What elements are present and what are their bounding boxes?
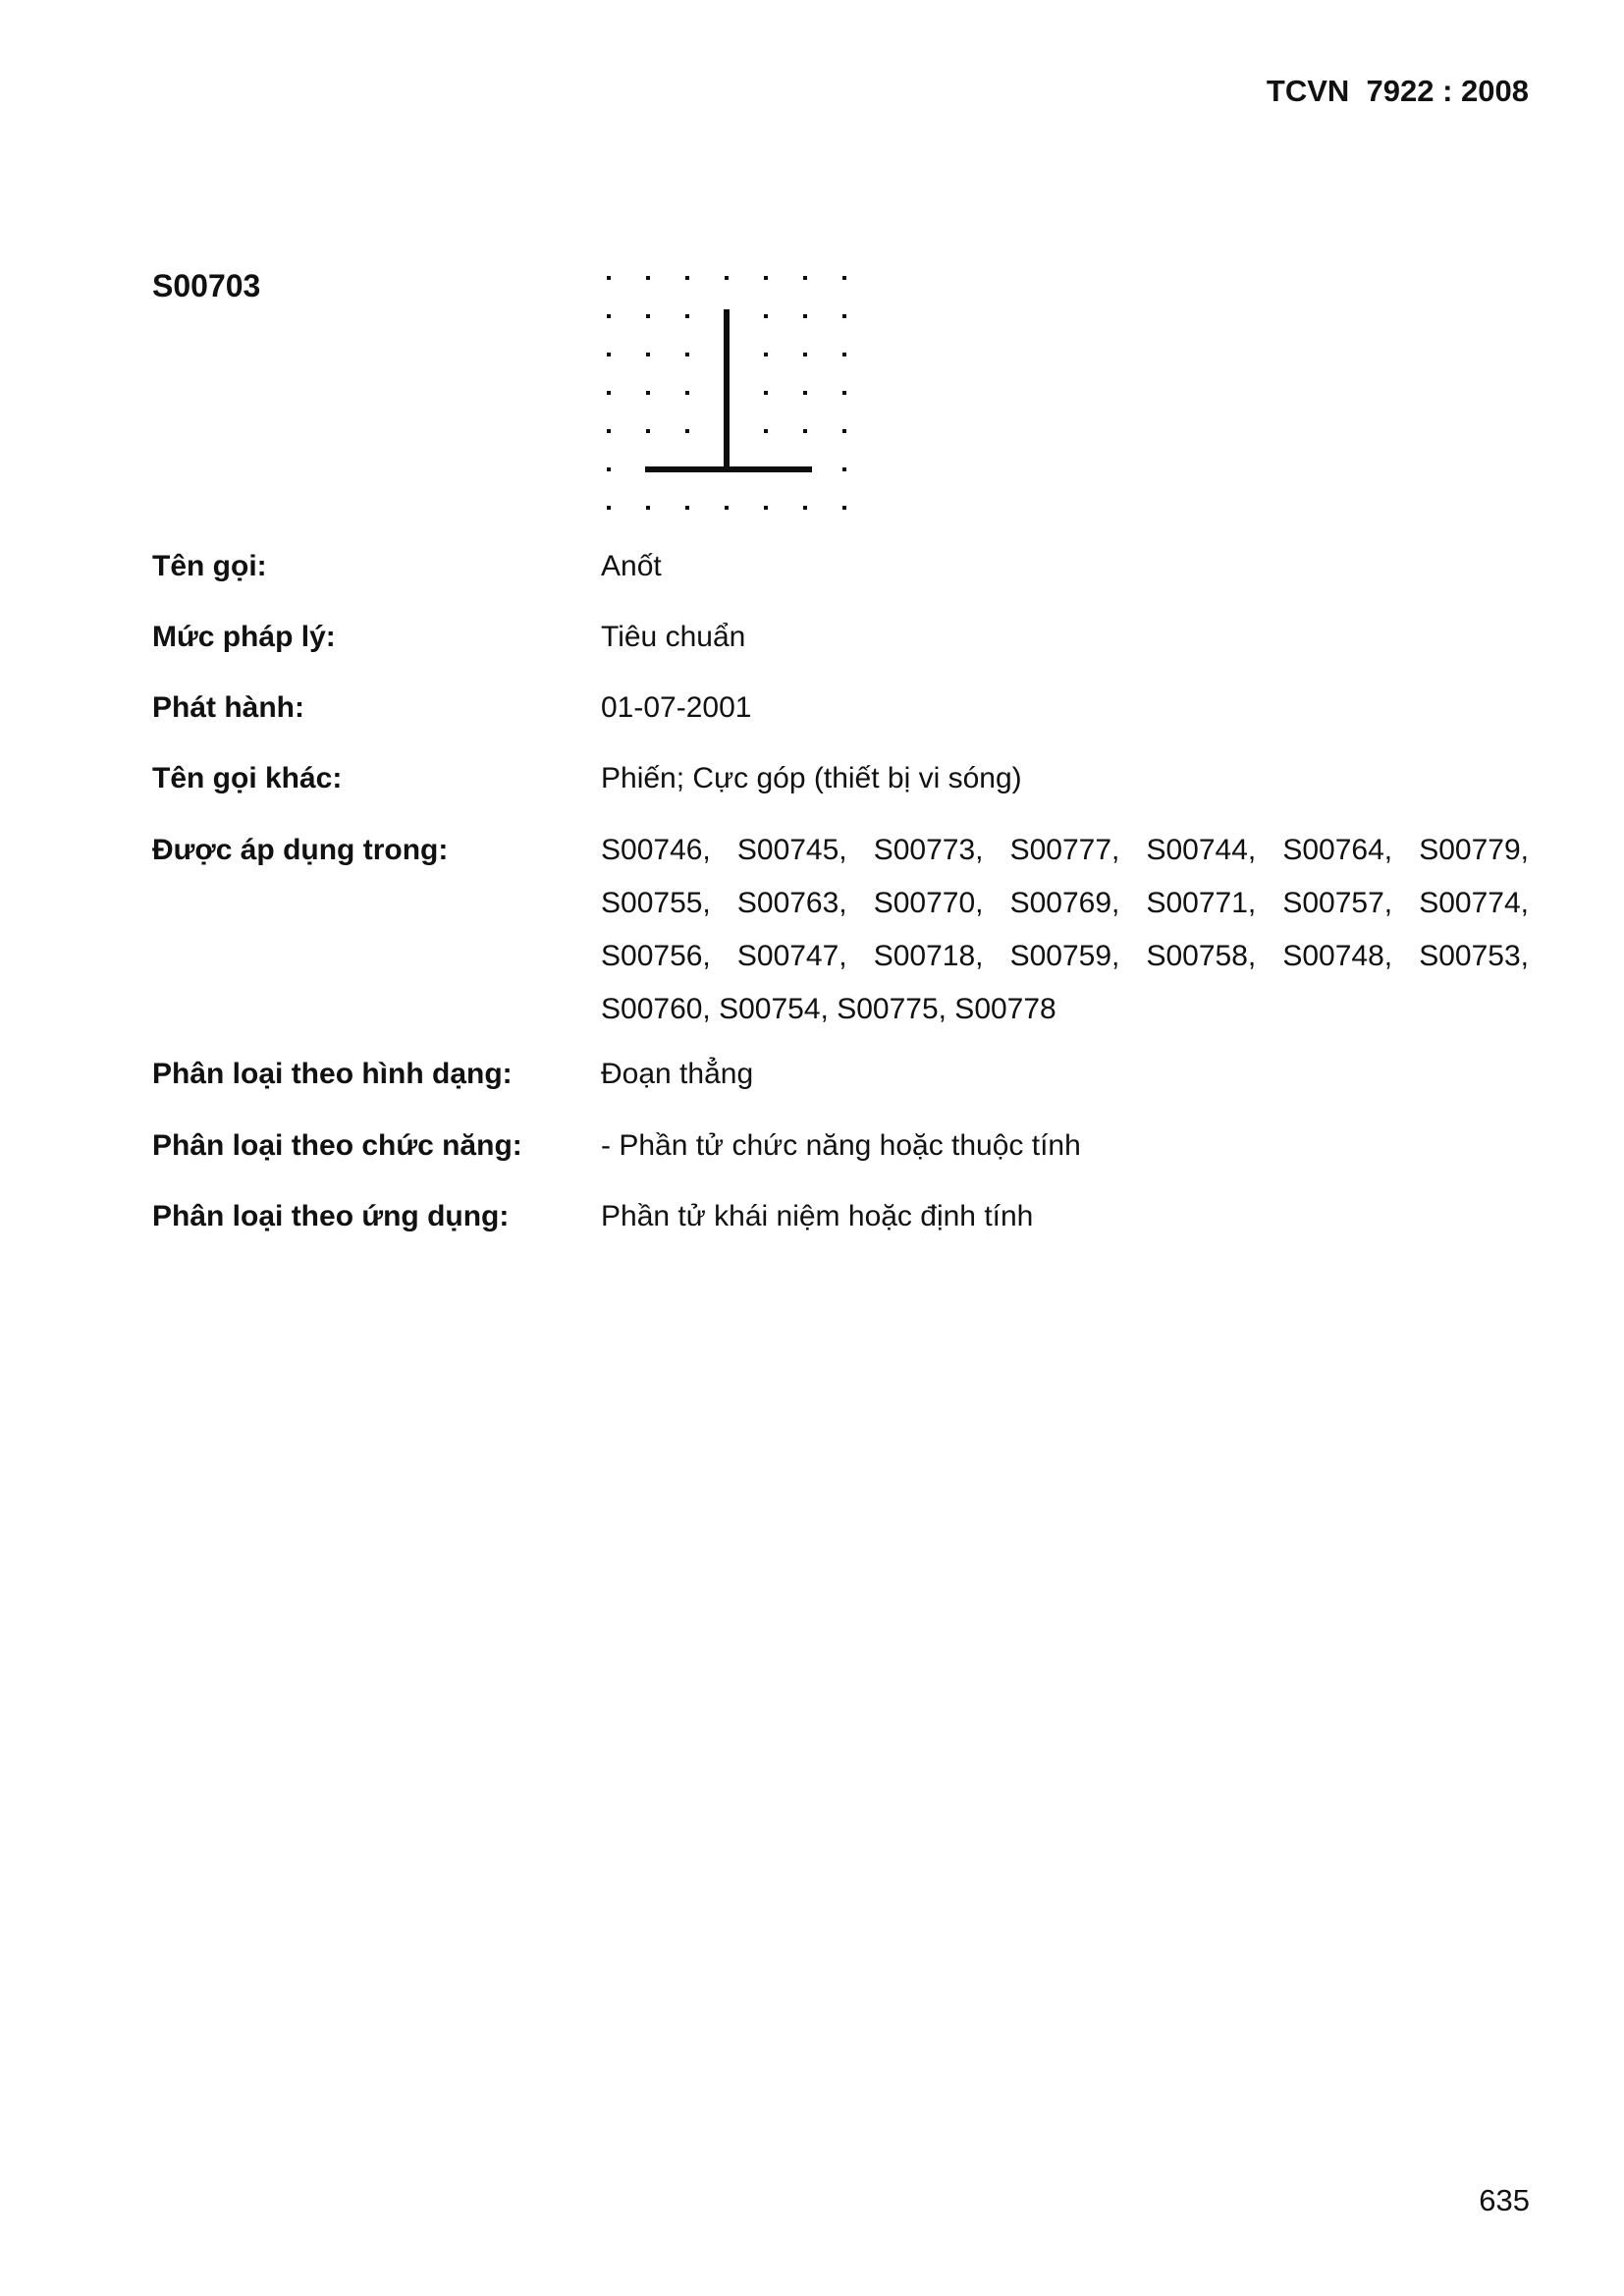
field-value: Đoạn thẳng — [601, 1058, 754, 1090]
field-label: Phát hành: — [152, 691, 304, 724]
symbol-horizontal-stroke — [645, 466, 812, 472]
field-row-phat-hanh — [152, 690, 1529, 726]
field-label: Phân loại theo hình dạng: — [152, 1058, 513, 1090]
field-value: - Phần tử chức năng hoặc thuộc tính — [601, 1129, 1081, 1162]
field-row-phan-loai-ung-dung — [152, 1199, 1529, 1234]
field-label: Phân loại theo chức năng: — [152, 1129, 522, 1162]
applied-code-line: S00760, S00754, S00775, S00778 — [601, 993, 1056, 1025]
applied-code-line: S00746, S00745, S00773, S00777, S00744, S00764, S00779, — [601, 834, 1529, 866]
standard-code-header: TCVN 7922 : 2008 — [1266, 74, 1529, 108]
anode-symbol-figure — [595, 264, 858, 521]
field-label: Tên gọi khác: — [152, 762, 343, 794]
field-value: Phần tử khái niệm hoặc định tính — [601, 1200, 1034, 1232]
field-value: Phiến; Cực góp (thiết bị vi sóng) — [601, 762, 1022, 794]
field-row-phan-loai-hinh-dang — [152, 1057, 1529, 1092]
symbol-id: S00703 — [152, 268, 261, 303]
field-label: Mức pháp lý: — [152, 621, 336, 653]
field-value: 01-07-2001 — [601, 691, 752, 724]
field-row-ten-goi-khac — [152, 761, 1529, 796]
field-row-ten-goi — [152, 549, 1529, 584]
field-label: Tên gọi: — [152, 550, 267, 582]
field-label: Phân loại theo ứng dụng: — [152, 1200, 510, 1232]
field-value: Anốt — [601, 550, 662, 582]
field-label: Được áp dụng trong: — [152, 834, 449, 866]
field-row-muc-phap-ly — [152, 620, 1529, 655]
applied-code-line: S00755, S00763, S00770, S00769, S00771, S00757, S00774, — [601, 887, 1529, 919]
anode-symbol-drawing — [595, 264, 858, 521]
applied-code-line: S00756, S00747, S00718, S00759, S00758, S00748, S00753, — [601, 940, 1529, 972]
field-value: Tiêu chuẩn — [601, 621, 746, 653]
field-row-duoc-ap-dung-trong — [152, 824, 1529, 1036]
symbol-vertical-stroke — [724, 309, 730, 472]
field-row-phan-loai-chuc-nang — [152, 1128, 1529, 1164]
applied-codes-list — [601, 824, 1529, 1036]
page-number: 635 — [1479, 2183, 1530, 2217]
